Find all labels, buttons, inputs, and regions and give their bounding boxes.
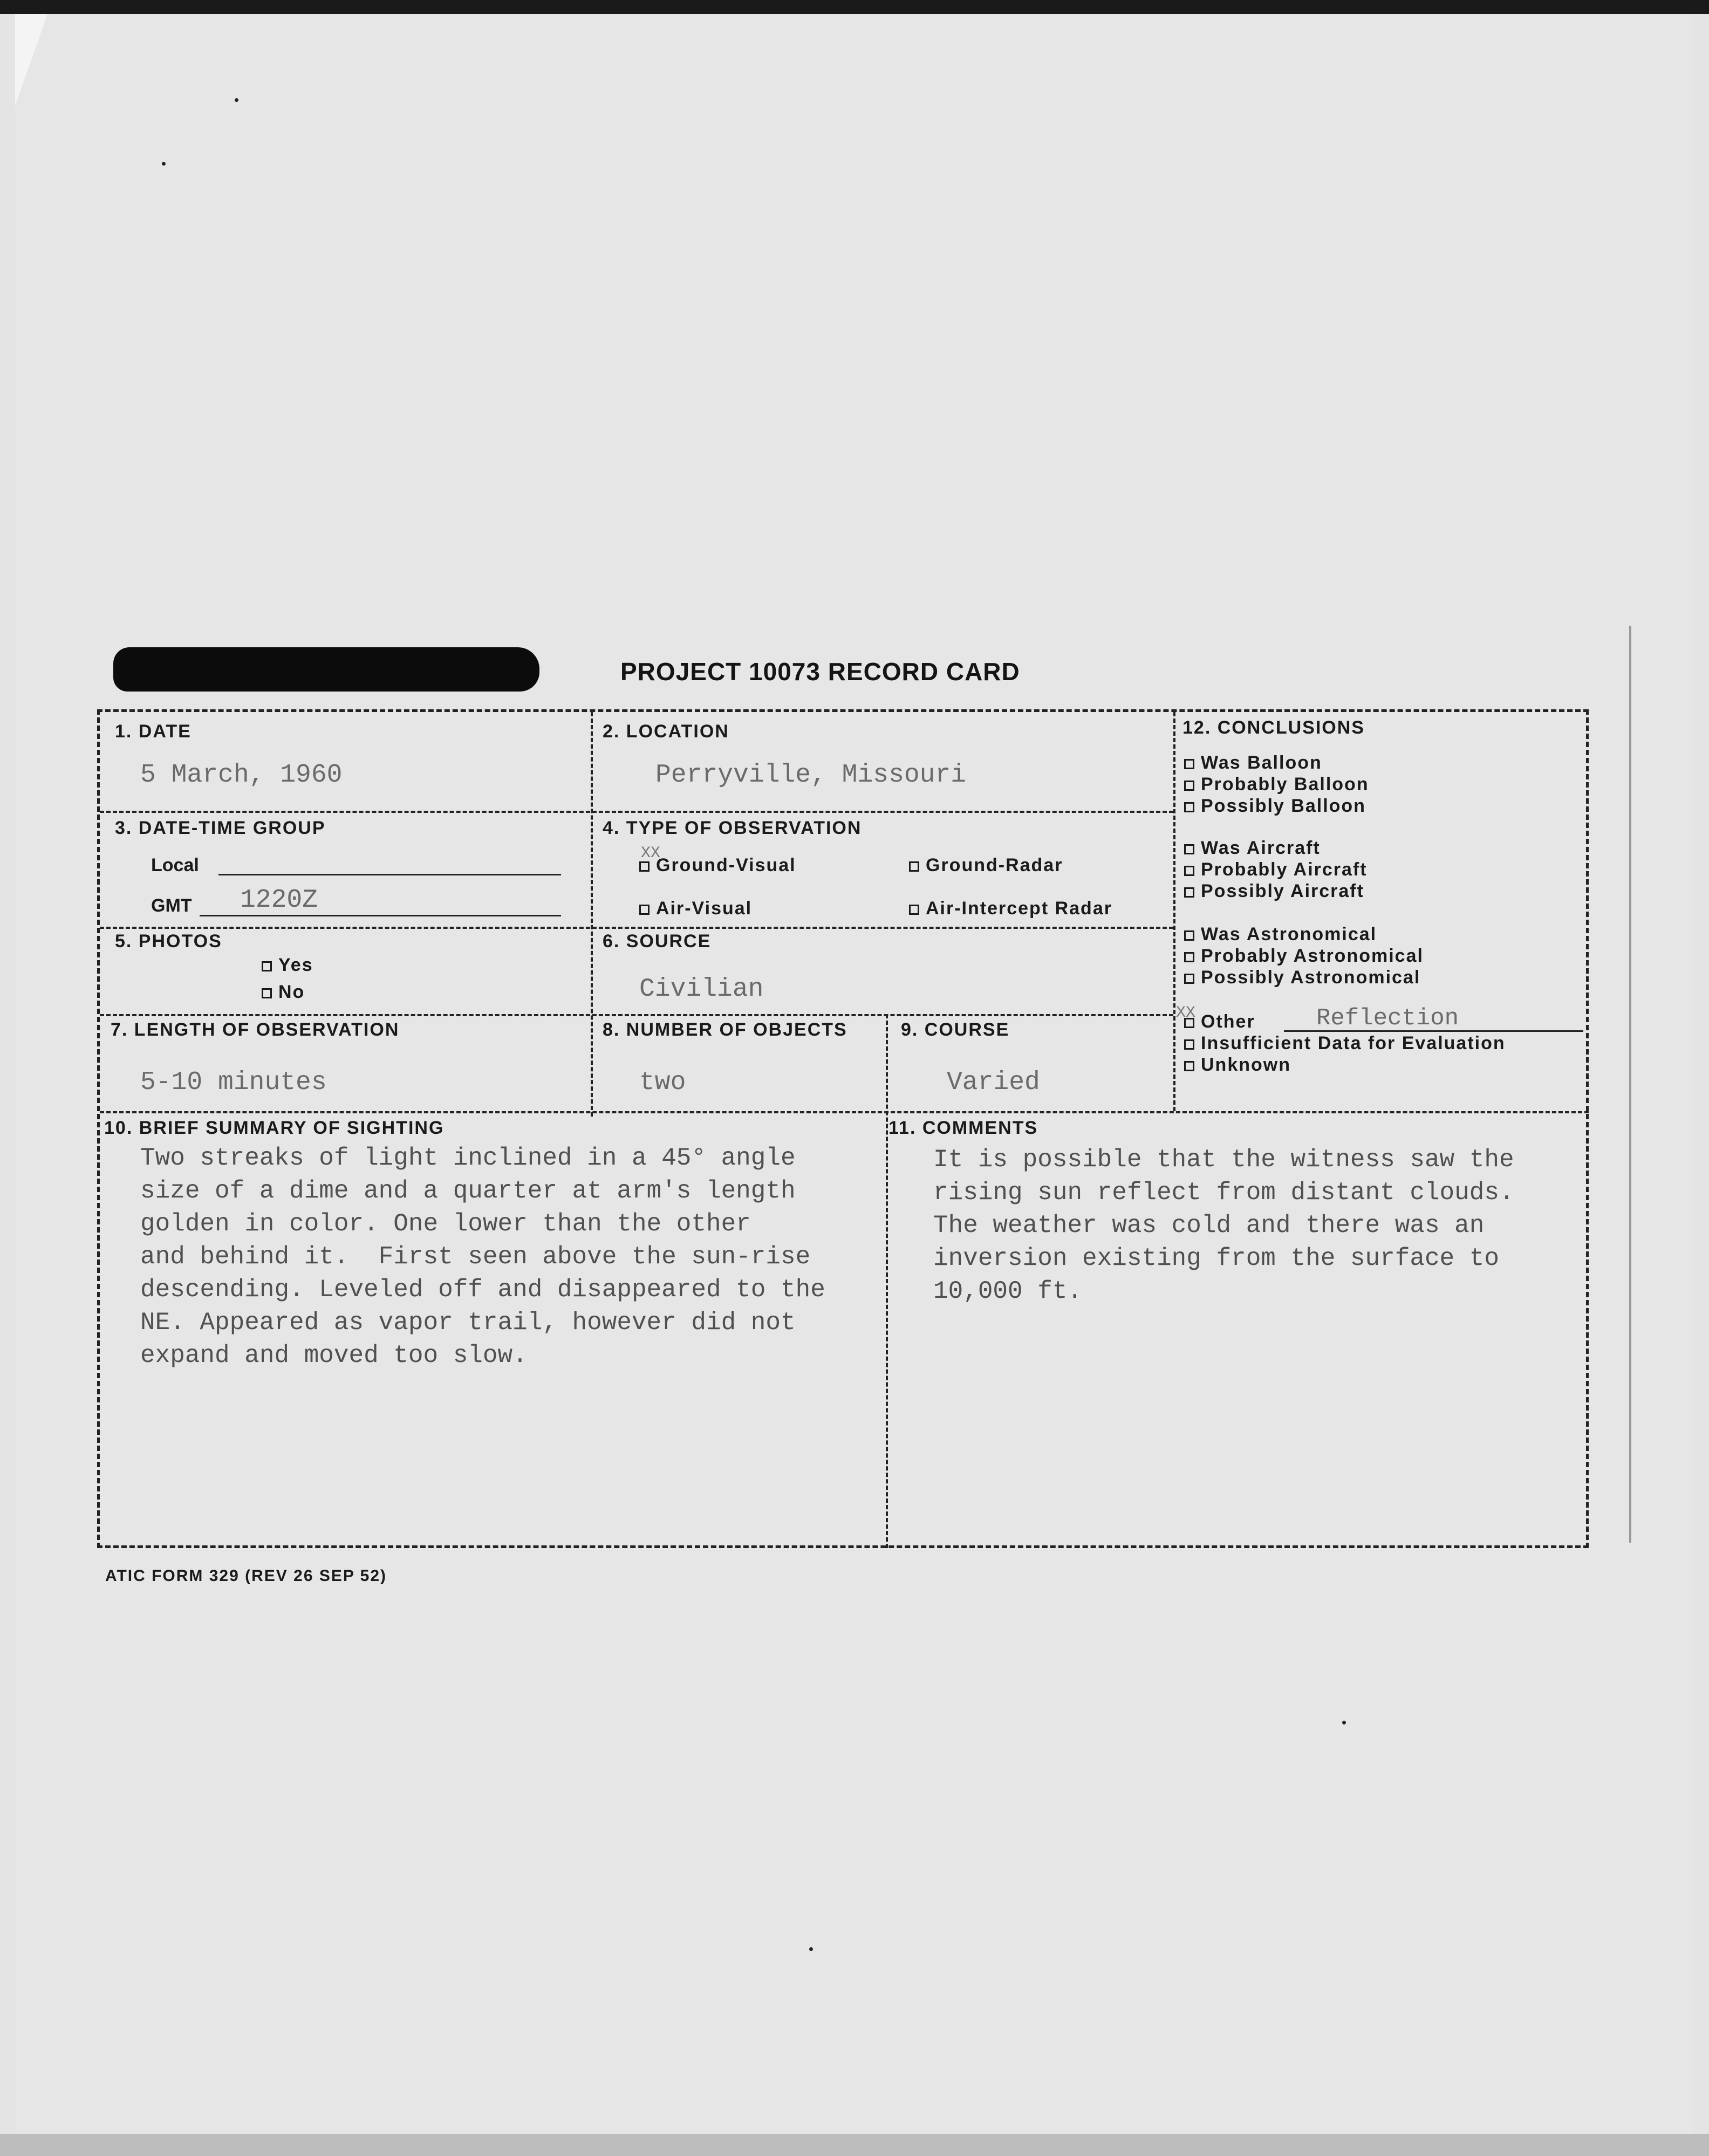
checkbox-icon[interactable] <box>1184 802 1194 812</box>
summary-line: expand and moved too slow. <box>140 1341 528 1370</box>
check-mark: XX <box>641 844 661 863</box>
photos-label: 5. PHOTOS <box>115 931 222 952</box>
summary-line: golden in color. One lower than the other <box>140 1210 751 1238</box>
scan-top-edge <box>0 0 1709 14</box>
checkbox-icon[interactable] <box>1184 887 1194 898</box>
ground-radar-option[interactable]: Ground-Radar <box>909 855 1063 876</box>
summary-line: NE. Appeared as vapor trail, however did not <box>140 1309 796 1337</box>
length-value: 5-10 minutes <box>140 1068 327 1097</box>
course-label: 9. COURSE <box>901 1019 1010 1040</box>
air-visual-option[interactable]: Air-Visual <box>639 898 752 919</box>
conclusion-probably-aircraft[interactable]: Probably Aircraft <box>1184 859 1368 880</box>
checkbox-icon[interactable] <box>1184 930 1194 941</box>
speck <box>809 1947 813 1951</box>
gmt-line <box>200 915 561 916</box>
redaction-bar <box>113 647 539 692</box>
ground-visual-option[interactable]: Ground-Visual <box>639 855 796 876</box>
speck <box>235 98 238 102</box>
divider <box>100 811 1173 813</box>
conclusion-was-astronomical[interactable]: Was Astronomical <box>1184 924 1377 945</box>
checkbox-icon[interactable] <box>1184 1039 1194 1050</box>
length-label: 7. LENGTH OF OBSERVATION <box>111 1019 400 1040</box>
source-value: Civilian <box>639 975 764 1004</box>
conclusion-insufficient-data[interactable]: Insufficient Data for Evaluation <box>1184 1033 1506 1054</box>
comment-line: It is possible that the witness saw the <box>933 1146 1514 1174</box>
right-margin-rule <box>1629 626 1631 1543</box>
photos-yes-option[interactable]: Yes <box>262 955 313 976</box>
conclusion-unknown[interactable]: Unknown <box>1184 1055 1291 1076</box>
card-title: PROJECT 10073 RECORD CARD <box>620 658 1020 686</box>
folded-corner <box>15 14 47 106</box>
speck <box>162 162 166 166</box>
checkbox-icon[interactable] <box>1184 974 1194 984</box>
divider <box>100 1111 1589 1113</box>
checkbox-icon[interactable] <box>262 988 272 998</box>
other-value: Reflection <box>1316 1005 1459 1032</box>
summary-line: and behind it. First seen above the sun-rise <box>140 1243 811 1271</box>
conclusions-label: 12. CONCLUSIONS <box>1182 717 1365 738</box>
checkbox-icon[interactable] <box>1184 844 1194 854</box>
checkbox-icon[interactable] <box>1184 1018 1194 1028</box>
form-id: ATIC FORM 329 (REV 26 SEP 52) <box>105 1567 387 1585</box>
conclusion-possibly-balloon[interactable]: Possibly Balloon <box>1184 796 1366 817</box>
conclusion-was-aircraft[interactable]: Was Aircraft <box>1184 838 1321 859</box>
checkbox-icon[interactable] <box>909 905 919 915</box>
checkbox-icon[interactable] <box>262 961 272 971</box>
date-label: 1. DATE <box>115 721 192 742</box>
speck <box>1342 1721 1346 1724</box>
number-of-objects-value: two <box>639 1068 686 1097</box>
conclusion-possibly-aircraft[interactable]: Possibly Aircraft <box>1184 881 1364 902</box>
checkbox-icon[interactable] <box>1184 759 1194 769</box>
number-of-objects-label: 8. NUMBER OF OBJECTS <box>603 1019 847 1040</box>
date-time-group-label: 3. DATE-TIME GROUP <box>115 818 326 838</box>
checkbox-icon[interactable] <box>639 861 650 872</box>
local-line <box>218 874 561 875</box>
local-label: Local <box>151 855 199 875</box>
brief-summary-text <box>140 1142 825 1372</box>
checkbox-icon[interactable] <box>1184 952 1194 962</box>
location-label: 2. LOCATION <box>603 721 729 742</box>
divider <box>1173 712 1175 1111</box>
divider <box>886 1014 888 1548</box>
comment-line: rising sun reflect from distant clouds. <box>933 1179 1514 1207</box>
conclusion-possibly-astronomical[interactable]: Possibly Astronomical <box>1184 967 1420 988</box>
divider <box>100 1014 1173 1016</box>
comment-line: inversion existing from the surface to <box>933 1244 1499 1272</box>
divider <box>591 712 593 1117</box>
comments-label: 11. COMMENTS <box>888 1118 1038 1138</box>
comments-text <box>933 1144 1514 1308</box>
conclusion-probably-balloon[interactable]: Probably Balloon <box>1184 774 1369 795</box>
checkbox-icon[interactable] <box>1184 866 1194 876</box>
checkbox-icon[interactable] <box>1184 1061 1194 1071</box>
comment-line: 10,000 ft. <box>933 1277 1083 1305</box>
summary-line: descending. Leveled off and disappeared to the <box>140 1276 825 1304</box>
conclusion-other[interactable]: Other <box>1184 1011 1255 1032</box>
summary-line: size of a dime and a quarter at arm's length <box>140 1177 796 1205</box>
photos-no-option[interactable]: No <box>262 982 305 1003</box>
conclusion-was-balloon[interactable]: Was Balloon <box>1184 752 1322 774</box>
brief-summary-label: 10. BRIEF SUMMARY OF SIGHTING <box>104 1118 445 1138</box>
source-label: 6. SOURCE <box>603 931 712 952</box>
air-intercept-radar-option[interactable]: Air-Intercept Radar <box>909 898 1112 919</box>
checkbox-icon[interactable] <box>639 905 650 915</box>
location-value: Perryville, Missouri <box>655 761 967 790</box>
record-card <box>97 709 1589 1548</box>
summary-line: Two streaks of light inclined in a 45° angle <box>140 1144 796 1172</box>
course-value: Varied <box>947 1068 1040 1097</box>
scan-bottom-edge <box>0 2134 1709 2156</box>
conclusion-probably-astronomical[interactable]: Probably Astronomical <box>1184 946 1424 967</box>
checkbox-icon[interactable] <box>1184 781 1194 791</box>
divider <box>100 927 1173 929</box>
comment-line: The weather was cold and there was an <box>933 1212 1485 1240</box>
other-check-mark: XX <box>1176 1004 1196 1022</box>
checkbox-icon[interactable] <box>909 861 919 872</box>
gmt-value: 1220Z <box>240 886 318 915</box>
type-of-observation-label: 4. TYPE OF OBSERVATION <box>603 818 862 838</box>
date-value: 5 March, 1960 <box>140 761 343 790</box>
gmt-label: GMT <box>151 895 192 916</box>
